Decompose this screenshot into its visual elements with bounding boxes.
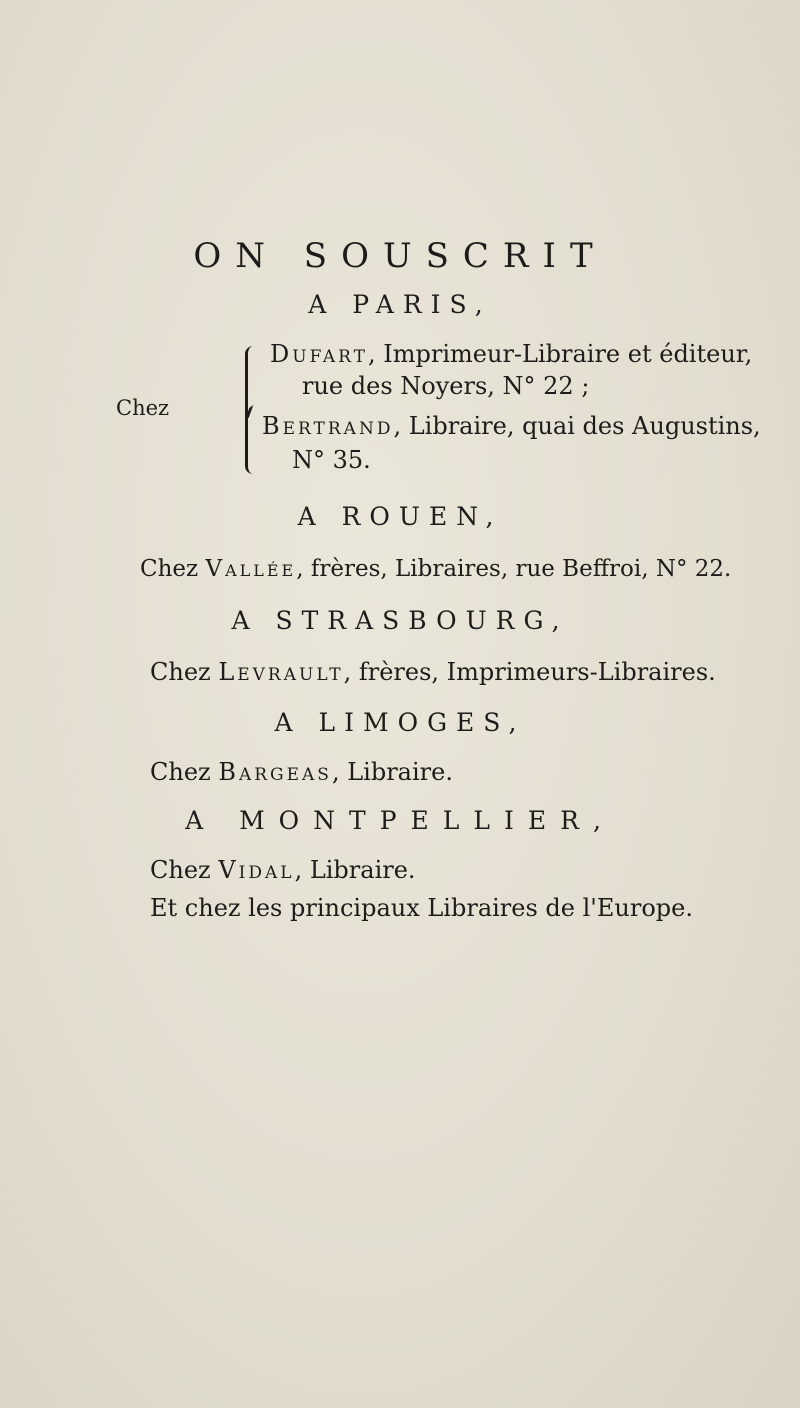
main-heading: ON SOUSCRIT bbox=[193, 236, 607, 276]
bookseller-name-vidal: Vidal bbox=[218, 856, 295, 884]
bookseller-desc-dufart: , Imprimeur-Libraire et éditeur, bbox=[368, 340, 753, 368]
address-bertrand: N° 35. bbox=[292, 446, 371, 474]
entry-vallee bbox=[140, 556, 731, 582]
bookseller-name-bertrand: Bertrand bbox=[262, 412, 394, 440]
bookseller-name-vallee: Vallée bbox=[205, 556, 297, 582]
bookseller-name-bargeas: Bargeas bbox=[218, 758, 332, 786]
bookseller-name-dufart: Dufart bbox=[270, 340, 369, 368]
chez-label-rouen: Chez bbox=[140, 556, 199, 582]
city-heading-paris: A PARIS, bbox=[308, 290, 492, 319]
entry-bertrand bbox=[262, 412, 761, 440]
address-dufart: rue des Noyers, N° 22 ; bbox=[302, 372, 590, 400]
city-heading-montpellier: A MONTPELLIER, bbox=[185, 806, 615, 835]
bookseller-desc-vidal: , Libraire. bbox=[294, 856, 416, 884]
chez-label-strasbourg: Chez bbox=[150, 658, 211, 686]
bookseller-desc-vallee: , frères, Libraires, rue Beffroi, N° 22. bbox=[296, 556, 732, 582]
bookseller-desc-levrault: , frères, Imprimeurs-Libraires. bbox=[343, 658, 716, 686]
entry-bargeas bbox=[150, 758, 453, 786]
bookseller-name-levrault: Levrault bbox=[218, 658, 344, 686]
bookseller-desc-bertrand: , Libraire, quai des Augustins, bbox=[393, 412, 761, 440]
bookseller-desc-bargeas: , Libraire. bbox=[331, 758, 453, 786]
city-heading-strasbourg: A STRASBOURG, bbox=[231, 606, 569, 635]
entry-dufart bbox=[270, 340, 752, 368]
entry-vidal bbox=[150, 856, 416, 884]
chez-label-paris: Chez bbox=[116, 396, 170, 420]
footer-line: Et chez les principaux Libraires de l'Europe. bbox=[150, 894, 693, 922]
chez-label-limoges: Chez bbox=[150, 758, 211, 786]
city-heading-rouen: A ROUEN, bbox=[297, 502, 503, 531]
entry-levrault bbox=[150, 658, 716, 686]
chez-label-montpellier: Chez bbox=[150, 856, 211, 884]
city-heading-limoges: A LIMOGES, bbox=[274, 708, 526, 737]
